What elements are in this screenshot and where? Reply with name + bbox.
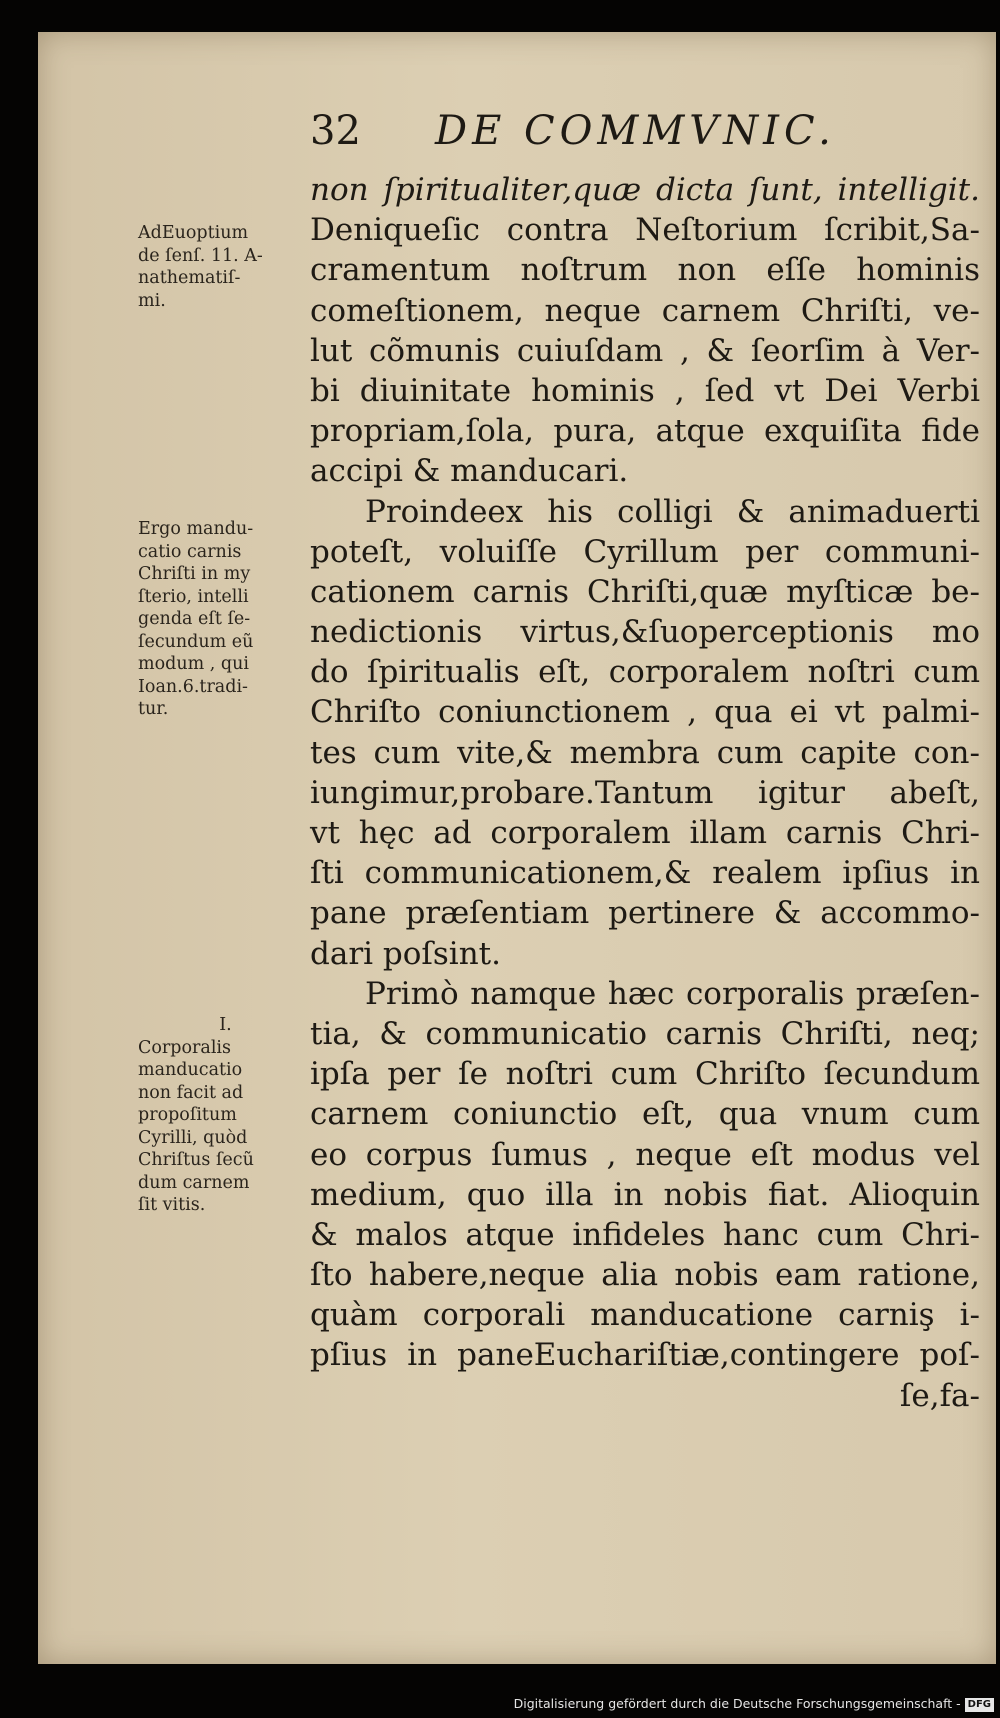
text-line: Primò namque hæc corporalis præſen- (365, 975, 980, 1012)
margin-note-line: ſit vitis. (138, 1195, 206, 1215)
main-text (310, 170, 980, 1416)
text-line: pane præſentiam pertinere & accommo- (310, 895, 980, 932)
margin-note-line: ſecundum eũ (138, 631, 254, 652)
text-line: Proindeex his colligi & animaduerti (365, 493, 980, 530)
margin-note-2 (138, 518, 313, 721)
text-line: iungimur,probare.Tantum igitur abeſt, (310, 774, 980, 811)
text-line: quàm corporali manducatione carniş i- (310, 1297, 980, 1334)
margin-note-line: non facit ad (138, 1082, 244, 1103)
margin-note-line: ſterio, intelli (138, 586, 249, 607)
text-line: eo corpus ſumus , neque eſt modus vel (310, 1136, 980, 1173)
margin-note-1 (138, 222, 313, 312)
text-line: medium, quo illa in nobis fiat. Alioquin (310, 1176, 980, 1213)
text-line: vt hęc ad corporalem illam carnis Chri- (310, 815, 980, 851)
text-line: Deniqueſic contra Neſtorium ſcribit,Sa- (310, 212, 980, 249)
page-header (310, 108, 870, 154)
text-line: comeſtionem, neque carnem Chriſti, ve- (310, 292, 980, 329)
text-line: bi diuinitate hominis , ſed vt Dei Verbi (310, 372, 980, 409)
text-line: poteſt, voluiſſe Cyrillum per communi- (310, 533, 980, 570)
text-line: accipi & manducari. (310, 453, 629, 490)
text-line: cramentum noſtrum non eſſe hominis (310, 252, 980, 289)
margin-note-line: Corporalis (138, 1037, 232, 1058)
margin-note-3 (138, 1014, 313, 1217)
dfg-logo: DFG (965, 1698, 994, 1712)
text-line: ſto habere,neque alia nobis eam ratione, (310, 1257, 980, 1294)
text-line: tes cum vite,& membra cum capite con- (310, 734, 980, 771)
text-line: ipſa per ſe noſtri cum Chriſto ſecundum (310, 1056, 980, 1093)
margin-note-line: de ſenſ. 11. A- (138, 245, 263, 266)
text-line: Chriſto coniunctionem , qua ei vt palmi- (310, 694, 980, 731)
text-line: propriam,ſola, pura, atque exquiſita fide (310, 413, 980, 450)
margin-note-line: Cyrilli, quòd (138, 1127, 248, 1148)
margin-note-line: Chriſtus ſecũ (138, 1150, 254, 1170)
margin-note-line: catio carnis (138, 541, 242, 562)
text-line: non ſpiritualiter,quæ dicta ſunt, intelligit. (310, 172, 980, 208)
margin-note-line: Ioan.6.tradi- (138, 676, 248, 697)
margin-note-line: propoſitum (138, 1105, 237, 1125)
margin-note-line: dum carnem (138, 1172, 250, 1193)
text-line: carnem coniunctio eſt, qua vnum cum (310, 1096, 980, 1133)
page-number: 32 (310, 108, 361, 154)
text-line: do ſpiritualis eſt, corporalem noſtri cum (310, 654, 980, 691)
margin-note-line: nathematiſ- (138, 268, 241, 288)
margin-note-line: modum , qui (138, 654, 249, 674)
margin-note-line: manducatio (138, 1060, 243, 1080)
text-line: & malos atque infideles hanc cum Chri- (310, 1216, 980, 1253)
footer-text: Digitalisierung gefördert durch die Deutsche Forschungsgemeinschaft - (513, 1696, 961, 1711)
margin-note-line: tur. (138, 699, 169, 719)
margin-note-line: genda eſt ſe- (138, 609, 251, 629)
text-line: lut cõmunis cuiuſdam , & ſeorſim à Ver- (310, 332, 980, 369)
text-line: nedictionis virtus,&ſuoperceptionis mo (310, 614, 980, 651)
digitization-footer (454, 1692, 994, 1716)
margin-note-line: Ergo mandu- (138, 519, 254, 539)
running-title: DE COMMVNIC. (435, 108, 836, 154)
margin-note-line: Chriſti in my (138, 564, 251, 584)
margin-note-line: AdEuoptium (138, 223, 249, 243)
text-line: pſius in paneEuchariſtiæ,contingere poſ- (310, 1337, 980, 1374)
text-line: ſti communicationem,& realem ipſius in (310, 855, 980, 892)
text-line: dari poſsint. (310, 935, 501, 972)
text-line: tia, & communicatio carnis Chriſti, neq; (310, 1015, 980, 1052)
catchword: ſe,fa- (899, 1377, 980, 1414)
margin-note-line: I. (219, 1015, 232, 1035)
margin-note-line: mi. (138, 290, 166, 311)
text-line: cationem carnis Chriſti,quæ myſticæ be- (310, 573, 980, 610)
